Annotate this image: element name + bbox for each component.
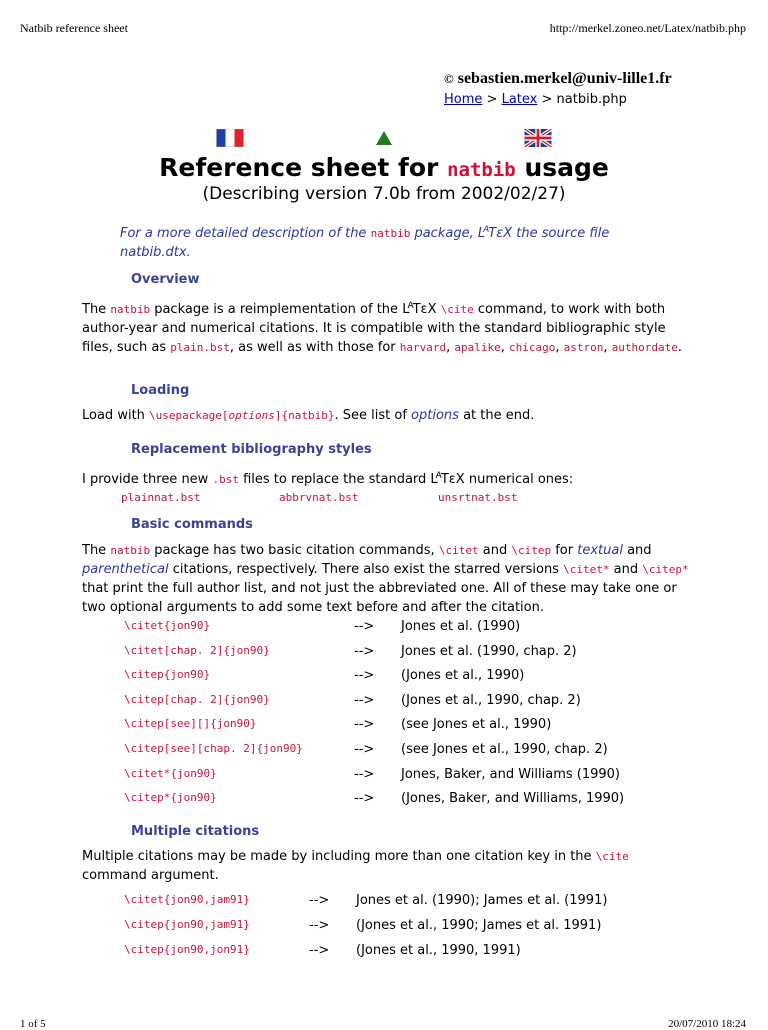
example-row [124, 943, 644, 961]
example-result: (Jones, Baker, and Williams, 1990) [401, 791, 625, 807]
latex-logo: $L^AT\varepsilon X$ [477, 225, 513, 241]
example-code: \citet*{jon90} [124, 766, 217, 780]
example-row [124, 717, 644, 735]
example-result: (Jones et al., 1990, 1991) [356, 943, 521, 958]
section-heading-multiple: Multiple citations [131, 824, 260, 839]
example-row [124, 893, 644, 911]
print-date: 20/07/2010 18:24 [668, 1018, 746, 1030]
example-result: (Jones et al., 1990; James et al. 1991) [356, 918, 602, 933]
page-header-title: Natbib reference sheet [20, 21, 128, 35]
example-row [124, 668, 644, 686]
example-row [124, 742, 644, 760]
author-email: sebastien.merkel@univ-lille1.fr [457, 70, 672, 87]
example-result: (see Jones et al., 1990) [401, 717, 552, 733]
page-counter: 1 of 5 [20, 1018, 46, 1030]
section-heading-replacement: Replacement bibliography styles [131, 442, 372, 457]
arrow-text: --> [309, 893, 330, 908]
breadcrumb-current: natbib.php [556, 92, 627, 107]
example-code: \citep{jon90,jam91} [124, 918, 250, 931]
example-row [124, 791, 644, 809]
page-header-url: http://merkel.zoneo.net/Latex/natbib.php [549, 21, 746, 35]
page-title [0, 153, 768, 182]
arrow-text: --> [354, 692, 375, 708]
arrow-text: --> [354, 643, 375, 659]
arrow-text: --> [354, 668, 375, 684]
arrow-text: --> [354, 619, 375, 634]
uk-flag-icon[interactable] [524, 129, 552, 147]
breadcrumb [444, 92, 627, 107]
bst-file: plainnat.bst [121, 491, 201, 504]
example-row [124, 619, 644, 637]
up-arrow-icon[interactable] [376, 131, 392, 145]
copyright-symbol: © [444, 71, 454, 86]
example-row [124, 644, 644, 662]
arrow-text: --> [309, 918, 330, 933]
example-result: (Jones et al., 1990, chap. 2) [401, 692, 581, 708]
latex-logo: $L^AT\varepsilon X$ [430, 471, 465, 487]
intro-file: natbib.dtx. [120, 245, 191, 260]
title-package: natbib [447, 159, 516, 181]
intro-package: natbib [370, 227, 411, 240]
example-result: Jones, Baker, and Williams (1990) [401, 766, 620, 782]
example-code: \citep{jon90,jon91} [124, 943, 250, 956]
title-text: Reference sheet for [159, 153, 439, 182]
example-row [124, 693, 644, 711]
arrow-text: --> [354, 766, 375, 782]
example-result: Jones et al. (1990); James et al. (1991) [356, 893, 608, 908]
latex-logo: $L^AT\varepsilon X$ [402, 301, 437, 317]
example-row [124, 767, 644, 785]
arrow-text: --> [354, 742, 375, 757]
section-heading-basic: Basic commands [131, 517, 253, 532]
example-result: Jones et al. (1990) [401, 619, 521, 634]
example-code: \citet{jon90} [124, 619, 211, 632]
example-result: (see Jones et al., 1990, chap. 2) [401, 742, 608, 757]
example-code: \citet{jon90,jam91} [124, 893, 250, 906]
loading-paragraph: Load with \usepackage[options]{natbib}. See list of options at the end. [82, 408, 535, 423]
breadcrumb-separator: > [486, 92, 498, 107]
breadcrumb-home-link[interactable]: Home [444, 92, 483, 107]
example-result: Jones et al. (1990, chap. 2) [401, 643, 577, 659]
section-heading-overview: Overview [131, 272, 200, 287]
example-code: \citep[see][]{jon90} [124, 717, 257, 731]
intro-note: For a more detailed description of the natbib package, $L^AT\varepsilon X$ the source file natbib.dtx. [120, 225, 610, 260]
example-code: \citet[chap. 2]{jon90} [124, 643, 270, 657]
example-result: (Jones et al., 1990) [401, 668, 525, 684]
replacement-paragraph: I provide three new .bst files to replace the standard $L^AT\varepsilon X$ numerical ones: [82, 471, 574, 487]
example-code: \citep[chap. 2]{jon90} [124, 692, 270, 706]
example-row [124, 918, 644, 936]
overview-paragraph: The natbib package is a reimplementation of the $L^AT\varepsilon X$ \cite command, to work with both author-year and numerical citations. It is compatible with the standard bibliographic style files, such as plain.bst, as well as with those for harvard, apalike, chicago, astron, authordate. [82, 301, 683, 355]
french-flag-icon[interactable] [216, 129, 244, 147]
arrow-text: --> [354, 717, 375, 733]
page-subtitle: (Describing version 7.0b from 2002/02/27) [202, 184, 566, 204]
example-code: \citep[see][chap. 2]{jon90} [124, 742, 303, 755]
multiple-paragraph: Multiple citations may be made by including more than one citation key in the \cite command argument. [82, 849, 629, 883]
title-text-end: usage [524, 153, 609, 182]
bst-file: unsrtnat.bst [438, 491, 518, 504]
breadcrumb-latex-link[interactable]: Latex [501, 92, 538, 107]
section-heading-loading: Loading [131, 383, 190, 398]
example-code: \citep*{jon90} [124, 791, 217, 805]
author-line [444, 70, 672, 88]
breadcrumb-separator: > [541, 92, 553, 107]
example-code: \citep{jon90} [124, 668, 211, 682]
arrow-text: --> [309, 943, 330, 958]
basic-paragraph: The natbib package has two basic citation commands, \citet and \citep for textual and parenthetical citations, respectively. There also exist the starred versions \citet* and \citep* that print the full author list, and not just the abbreviated one. All of these may take one or two optional arguments to add some text before and after the citation. [82, 543, 689, 615]
arrow-text: --> [354, 791, 375, 807]
bst-file: abbrvnat.bst [279, 491, 359, 504]
